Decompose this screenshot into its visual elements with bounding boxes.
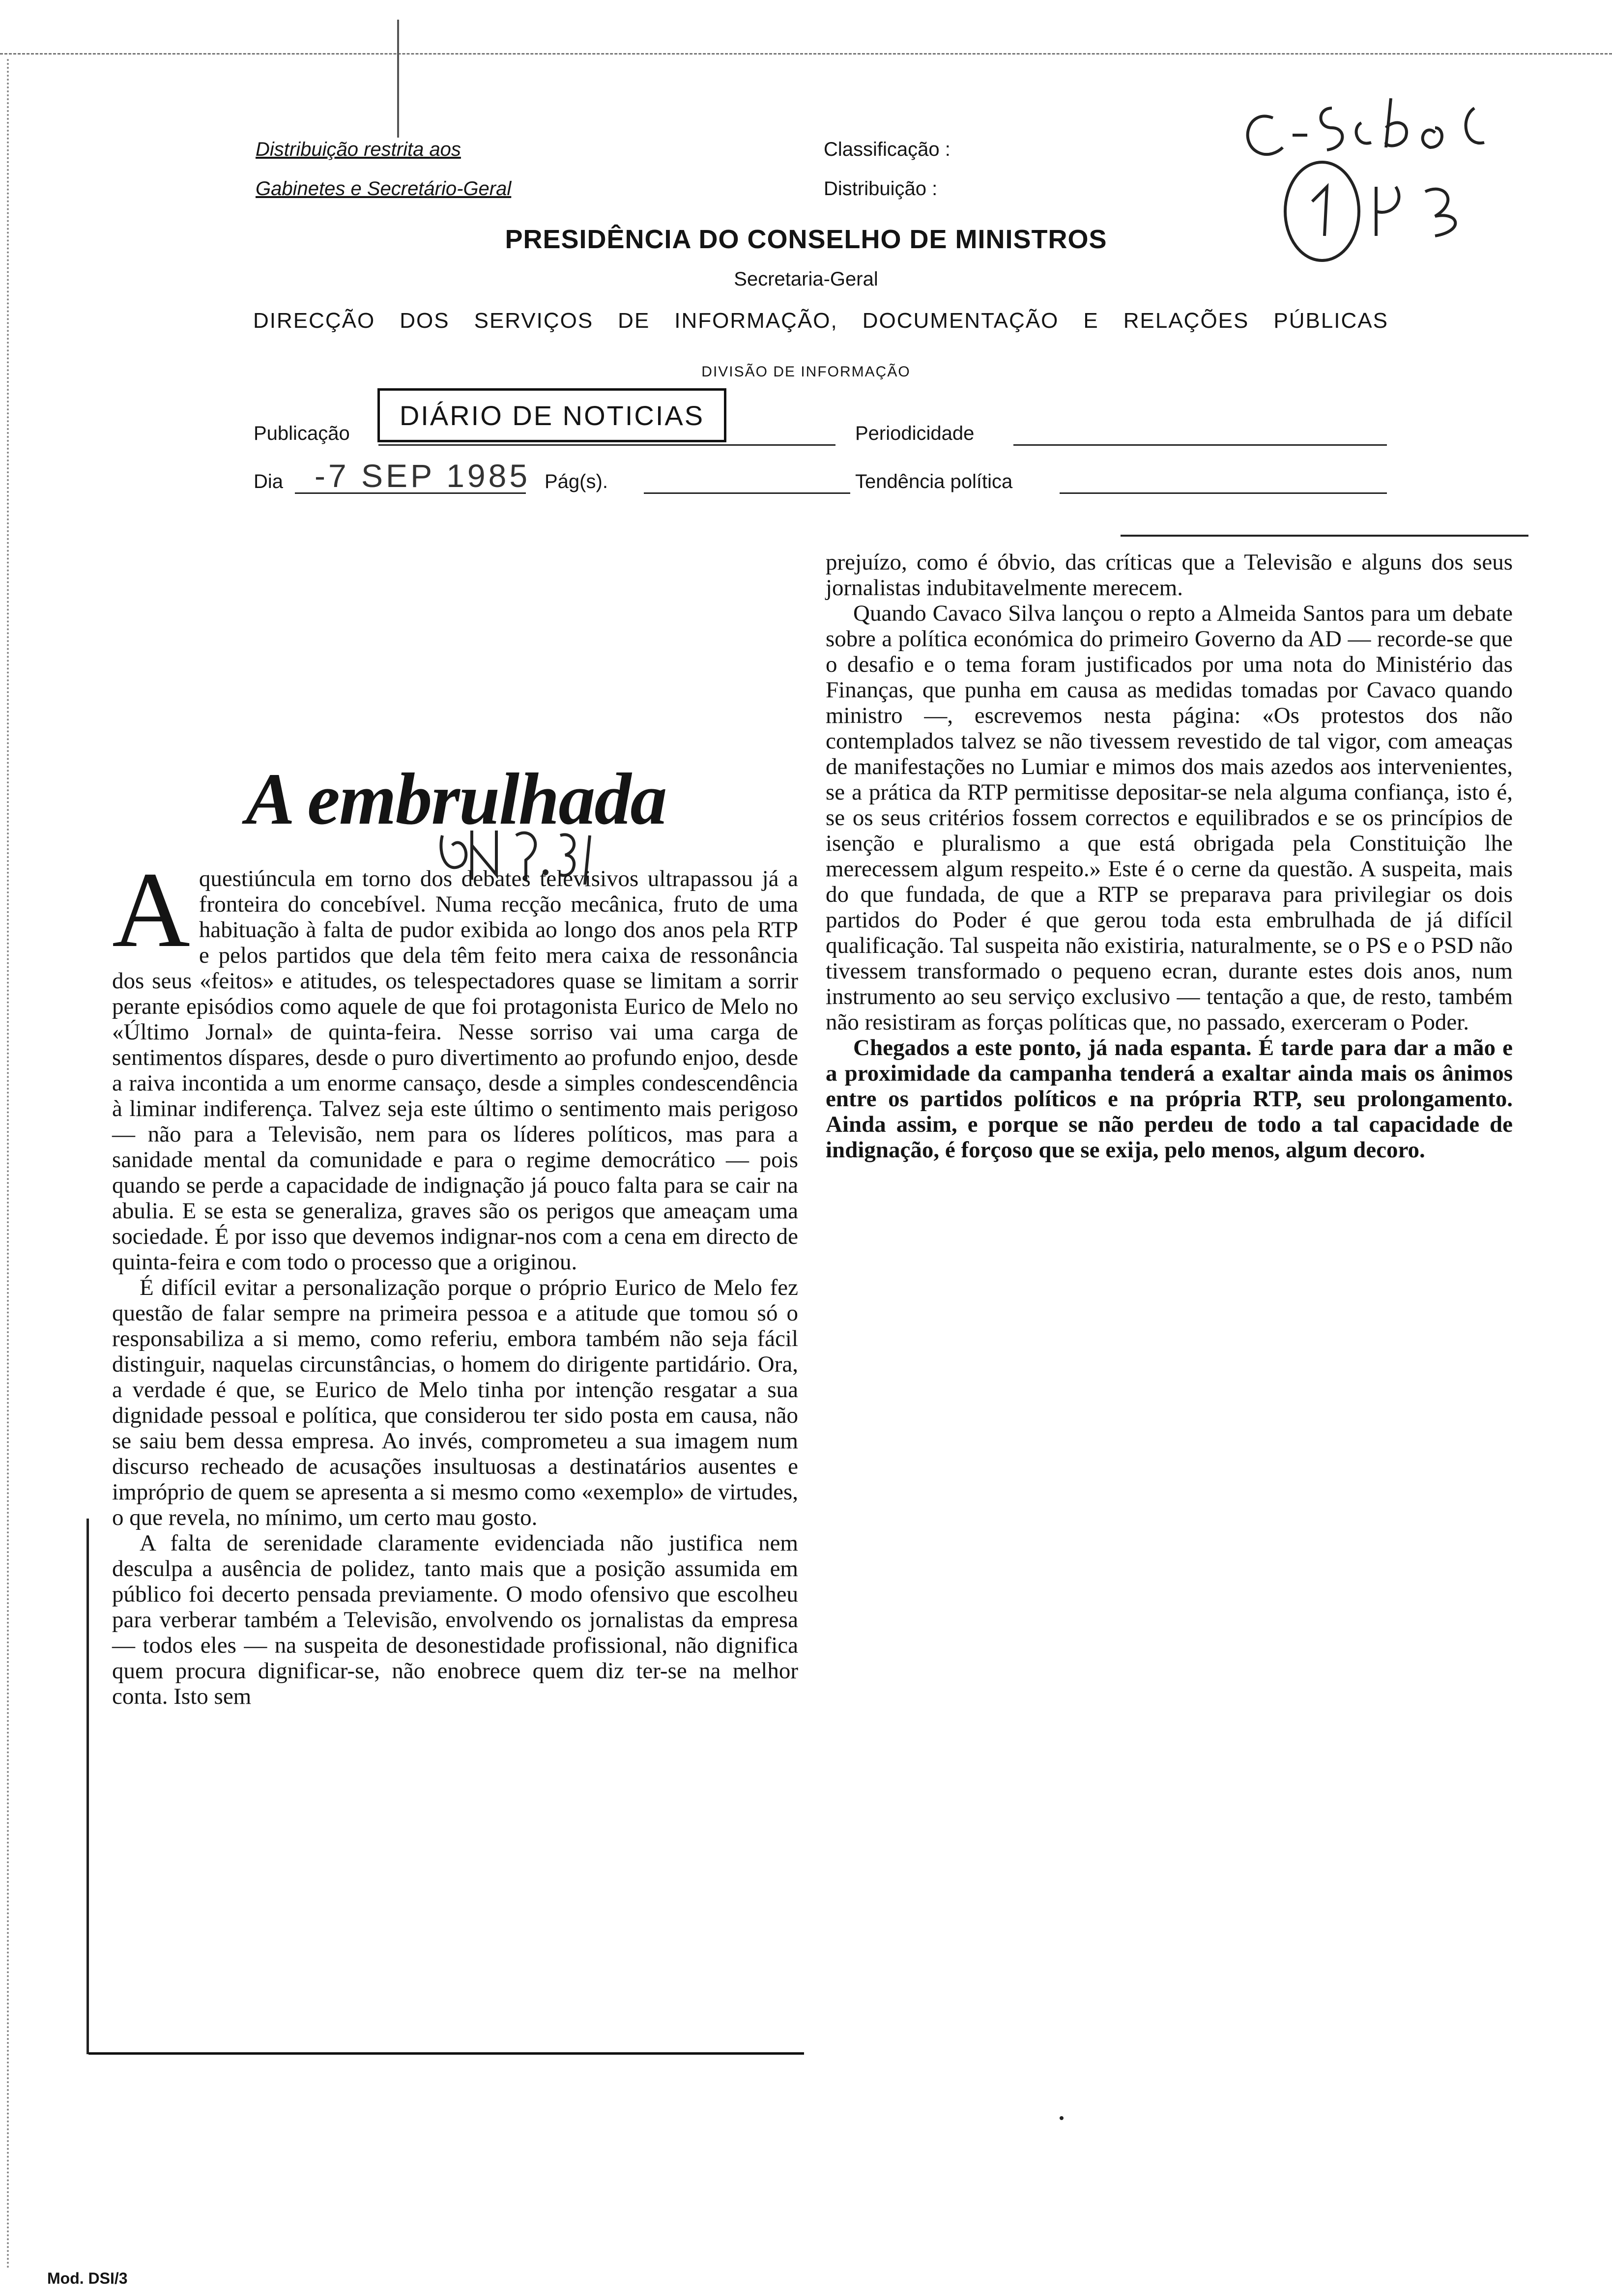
drop-cap: A: [112, 850, 190, 970]
form-code: Mod. DSI/3: [47, 2269, 128, 2287]
publicacao-label: Publicação: [254, 423, 350, 444]
pags-label: Pág(s).: [545, 471, 608, 492]
pags-underline: [644, 492, 850, 494]
periodicidade-underline: [1013, 444, 1387, 446]
restricted-distribution-line2: Gabinetes e Secretário-Geral: [256, 178, 512, 200]
tendencia-label: Tendência política: [855, 471, 1013, 492]
margin-bar: [86, 1519, 89, 2054]
column-bottom-rule: [88, 2052, 804, 2055]
periodicidade-label: Periodicidade: [855, 423, 975, 444]
publicacao-underline: [378, 444, 835, 446]
division-name: DIVISÃO DE INFORMAÇÃO: [701, 364, 911, 380]
article-headline: A embrulhada: [246, 758, 666, 840]
scan-left-edge: [7, 59, 9, 2270]
article-column-left: [112, 850, 798, 1709]
article-paragraph: Chegados a este ponto, já nada espanta. É tarde para dar a mão e a proximidade da campanha tenderá a exaltar ainda mais os ânimos entre os partidos políticos e na própria RTP, seu prolongamento. Ainda assim, e porque se não perdeu de todo a tal capacidade de indignação, é forçoso que se exija, pelo menos, algum decoro.: [826, 1035, 1513, 1163]
publication-stamp: DIÁRIO DE NOTICIAS: [377, 388, 726, 442]
scan-mark: [397, 20, 399, 138]
classificacao-label: Classificação :: [824, 139, 950, 160]
article-column-right: [826, 549, 1513, 1163]
organization-subtitle: Secretaria-Geral: [734, 268, 878, 290]
paragraph-text: questiúncula em torno dos debates televisivos ultrapassou já a fronteira do concebível. Numa recção mecânica, fruto de uma habituação à falta de pudor exibida ao longo dos anos pela RTP e pelos partidos que dela têm feito mera caixa de ressonância dos seus «feitos» e atitudes, os telespectadores quase se limitam a sorrir perante episódios como aquele de que foi protagonista Eurico de Melo no «Último Jornal» de quinta-feira. Nesse sorriso vai uma carga de sentimentos díspares, desde o puro divertimento ao profundo enjoo, desde a raiva incontida a um enorme cansaço, desde a simples condescendência à liminar indiferença. Talvez seja este último o sentimento mais perigoso — não para a Televisão, nem para os líderes políticos, mas para a sanidade mental da comunidade e para o regime democrático — pois quando se perde a capacidade de indignação já pouco falta para se cair na abulia. E se esta se generaliza, graves são os perigos que ameaçam uma sociedade. É por isso que devemos indignar-nos com a cena em directo de quinta-feira e com todo o processo que a originou.: [112, 866, 798, 1275]
tendencia-underline: [1060, 492, 1387, 494]
article-paragraph: A falta de serenidade claramente evidenciada não justifica nem desculpa a ausência de polidez, tanto mais que a posição assumida em público foi decerto pensada previamente. O modo ofensivo que escolheu para verberar também a Televisão, envolvendo os jornalistas da empresa — todos eles — na suspeita de desonestidade profissional, não dignifica quem procura dignificar-se, não enobrece quem diz ter-se na melhor conta. Isto sem: [112, 1530, 798, 1709]
scan-top-edge: [0, 53, 1612, 55]
article-paragraph: É difícil evitar a personalização porque o próprio Eurico de Melo fez questão de falar sempre na primeira pessoa e a atitude que tomou só o responsabiliza a si memo, como referiu, embora também não seja fácil distinguir, naquelas circunstâncias, o homem do dirigente partidário. Ora, a verdade é que, se Eurico de Melo tinha por intenção resgatar a sua dignidade pessoal e política, que considerou ter sido posta em causa, não se saiu bem dessa empresa. Ao invés, comprometeu a sua imagem num discurso recheado de acusações insultuosas a destinatários ausentes e impróprio de quem se apresenta a si mesmo como «exemplo» de virtudes, o que revela, no mínimo, um certo mau gosto.: [112, 1275, 798, 1530]
column-top-rule: [1121, 535, 1528, 537]
article-paragraph: [112, 850, 798, 1275]
directorate-name: DIRECÇÃO DOS SERVIÇOS DE INFORMAÇÃO, DOCUMENTAÇÃO E RELAÇÕES PÚBLICAS: [253, 309, 1388, 333]
scan-dot: [1060, 2116, 1064, 2120]
dia-label: Dia: [254, 471, 284, 492]
date-stamp: -7 SEP 1985: [315, 458, 531, 494]
distribuicao-label: Distribuição :: [824, 178, 938, 200]
organization-title: PRESIDÊNCIA DO CONSELHO DE MINISTROS: [505, 225, 1107, 254]
restricted-distribution-line1: Distribuição restrita aos: [256, 139, 461, 160]
article-paragraph: Quando Cavaco Silva lançou o repto a Almeida Santos para um debate sobre a política económica do primeiro Governo da AD — recorde-se que o desafio e o tema foram justificados por uma nota do Ministério das Finanças, que punha em causa as medidas tomadas por Cavaco quando ministro —, escrevemos nesta página: «Os protestos dos não contemplados talvez se não tivessem revestido de tal vigor, com ameaças de manifestações no Lumiar e mimos dos mais azedos aos intervenientes, se a prática da RTP permitisse depositar-se nela alguma confiança, isto é, se os seus critérios fossem correctos e equilibrados e se os princípios de isenção e pluralismo a que está obrigada pela Constituição lhe merecessem algum respeito.» Este é o cerne da questão. A suspeita, mais do que fundada, de que a RTP se preparava para privilegiar os dois partidos do Poder é que gerou toda esta embrulhada de já difícil qualificação. Tal suspeita não existiria, naturalmente, se o PS e o PSD não tivessem transformado o pequeno ecran, durante estes dois anos, num instrumento ao seu serviço exclusivo — tentação a que, de resto, também não resistiram as forças políticas que, no passado, exerceram o Poder.: [826, 601, 1513, 1035]
article-paragraph: prejuízo, como é óbvio, das críticas que a Televisão e alguns dos seus jornalistas indubitavelmente merecem.: [826, 549, 1513, 601]
